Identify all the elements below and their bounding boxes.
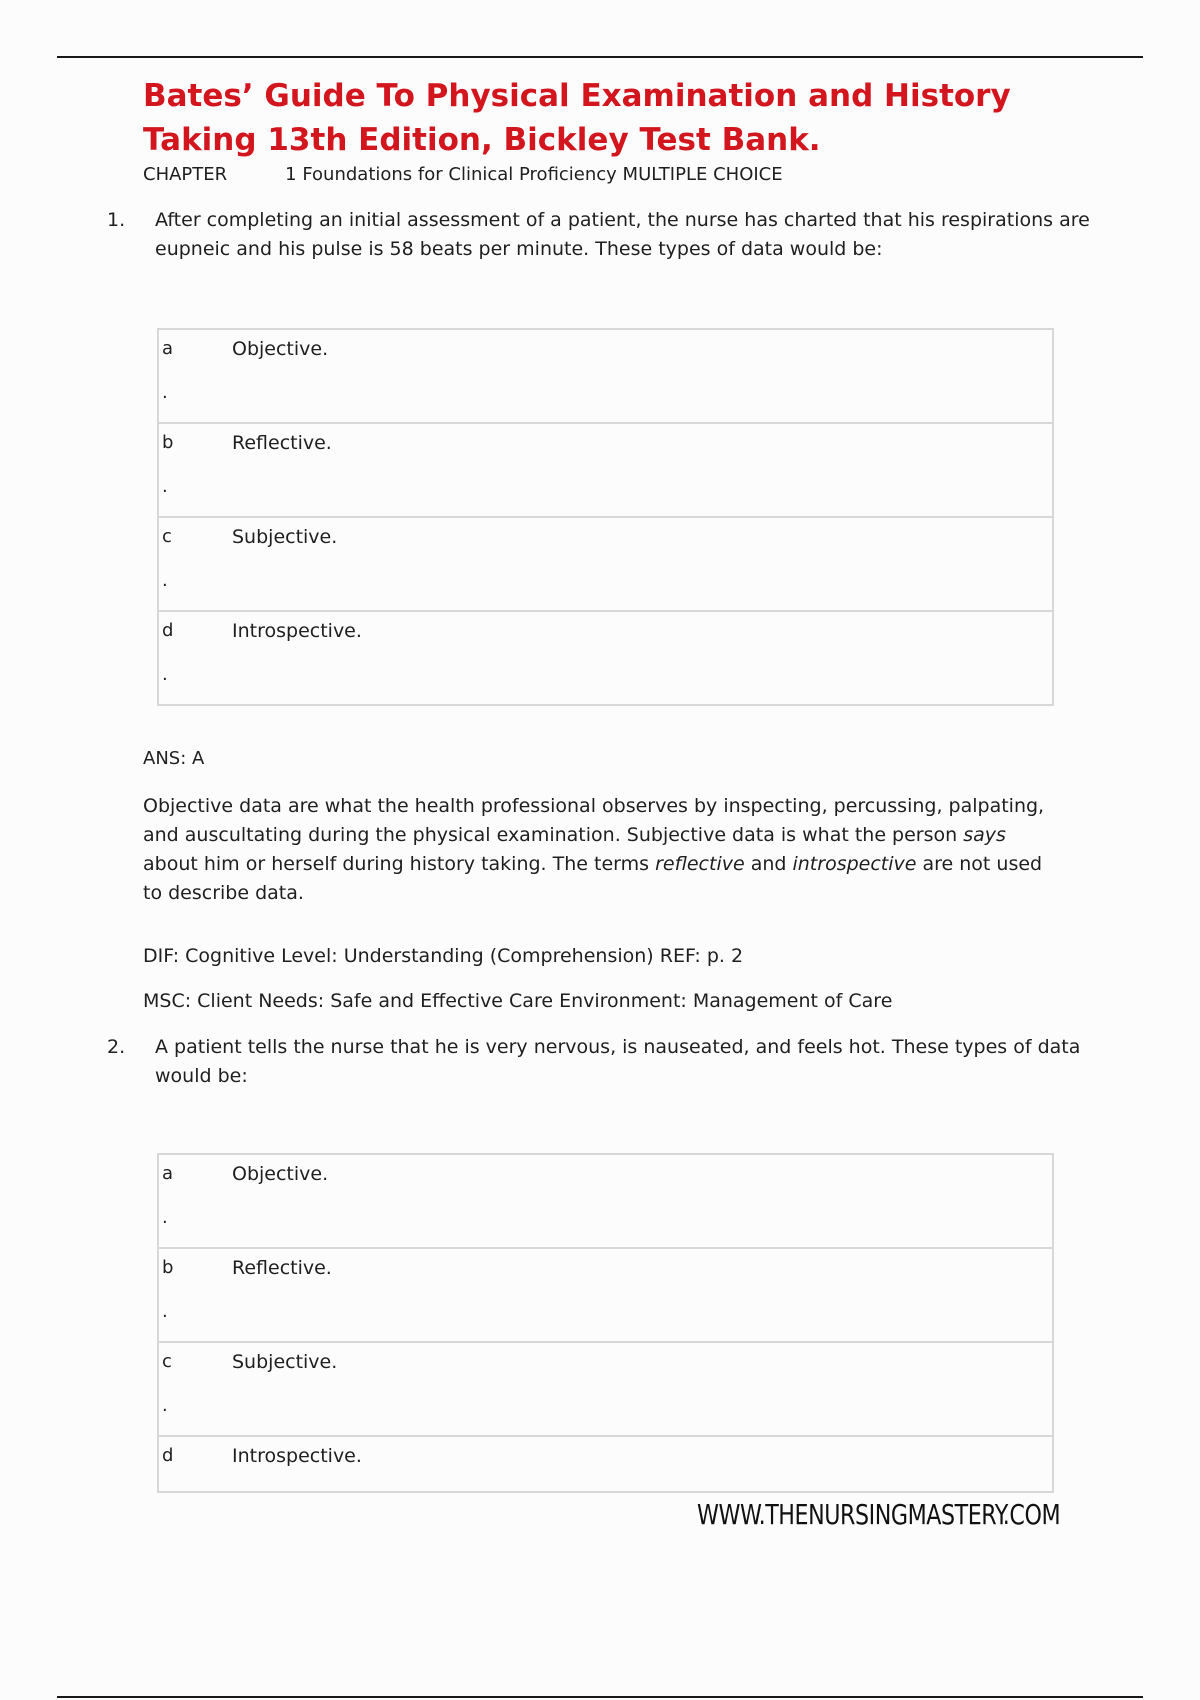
- choice-letter: d: [162, 1445, 174, 1466]
- choice-text: Reflective.: [232, 1257, 332, 1279]
- top-rule: [57, 56, 1143, 58]
- choice-letter: c: [162, 1351, 172, 1372]
- choice-text: Reflective.: [232, 432, 332, 454]
- choice-row[interactable]: [159, 1249, 1052, 1343]
- choice-letter: d: [162, 620, 174, 641]
- choice-row[interactable]: [159, 1155, 1052, 1249]
- client-needs: MSC: Client Needs: Safe and Effective Care Environment: Management of Care: [143, 990, 893, 1012]
- choice-text: Objective.: [232, 1163, 329, 1185]
- choice-text: Introspective.: [232, 1445, 362, 1467]
- rationale-text: Objective data are what the health professional observes by inspecting, percussing, palpating, and auscultating during the physical examination. Subjective data is what the person: [143, 795, 1045, 846]
- choice-dot: .: [162, 1207, 168, 1228]
- chapter-label: CHAPTER: [143, 164, 228, 185]
- choice-dot: .: [162, 1301, 168, 1322]
- choice-letter: a: [162, 1163, 174, 1184]
- chapter-heading: [143, 164, 783, 186]
- choice-letter: c: [162, 526, 172, 547]
- choice-letter: a: [162, 338, 174, 359]
- question-number: 2.: [107, 1036, 126, 1058]
- choice-row[interactable]: [159, 1343, 1052, 1437]
- question-number: 1.: [107, 209, 126, 231]
- rationale-emphasis-reflective: reflective: [655, 853, 745, 875]
- rationale-text: and: [744, 853, 793, 875]
- difficulty-reference: DIF: Cognitive Level: Understanding (Comprehension) REF: p. 2: [143, 945, 744, 967]
- choice-row[interactable]: [159, 518, 1052, 612]
- question-text: After completing an initial assessment of a patient, the nurse has charted that his respirations are eupneic and his pulse is 58 beats per minute. These types of data would be:: [155, 209, 1090, 260]
- choice-dot: .: [162, 664, 168, 685]
- chapter-title: 1 Foundations for Clinical Proficiency MULTIPLE CHOICE: [285, 164, 783, 185]
- choice-letter: b: [162, 1257, 174, 1278]
- choice-dot: .: [162, 1395, 168, 1416]
- rationale-emphasis-says: says: [963, 824, 1006, 846]
- choice-dot: .: [162, 476, 168, 497]
- choice-text: Subjective.: [232, 1351, 338, 1373]
- choice-dot: .: [162, 570, 168, 591]
- choice-row[interactable]: [159, 612, 1052, 704]
- choice-letter: b: [162, 432, 174, 453]
- document-title: Bates’ Guide To Physical Examination and History Taking 13th Edition, Bickley Test Bank.: [143, 78, 1011, 158]
- bottom-rule: [57, 1696, 1143, 1698]
- answer-key: ANS: A: [143, 748, 205, 769]
- rationale: [143, 792, 1063, 908]
- choice-row[interactable]: [159, 1437, 1052, 1491]
- choice-dot: .: [162, 382, 168, 403]
- rationale-text: are not used to describe data.: [143, 853, 1043, 904]
- rationale-text: about him or herself during history taking. The terms: [143, 853, 656, 875]
- question-1: [107, 206, 1091, 264]
- choices-table-1: [157, 328, 1054, 706]
- choices-table-2: [157, 1153, 1054, 1493]
- question-2: [107, 1033, 1091, 1091]
- rationale-emphasis-introspective: introspective: [792, 853, 917, 875]
- site-watermark: WWW.THENURSINGMASTERY.COM: [697, 1498, 1061, 1531]
- question-text: A patient tells the nurse that he is very nervous, is nauseated, and feels hot. These types of data would be:: [155, 1036, 1081, 1087]
- choice-row[interactable]: [159, 330, 1052, 424]
- choice-text: Objective.: [232, 338, 329, 360]
- choice-text: Introspective.: [232, 620, 362, 642]
- choice-text: Subjective.: [232, 526, 338, 548]
- choice-row[interactable]: [159, 424, 1052, 518]
